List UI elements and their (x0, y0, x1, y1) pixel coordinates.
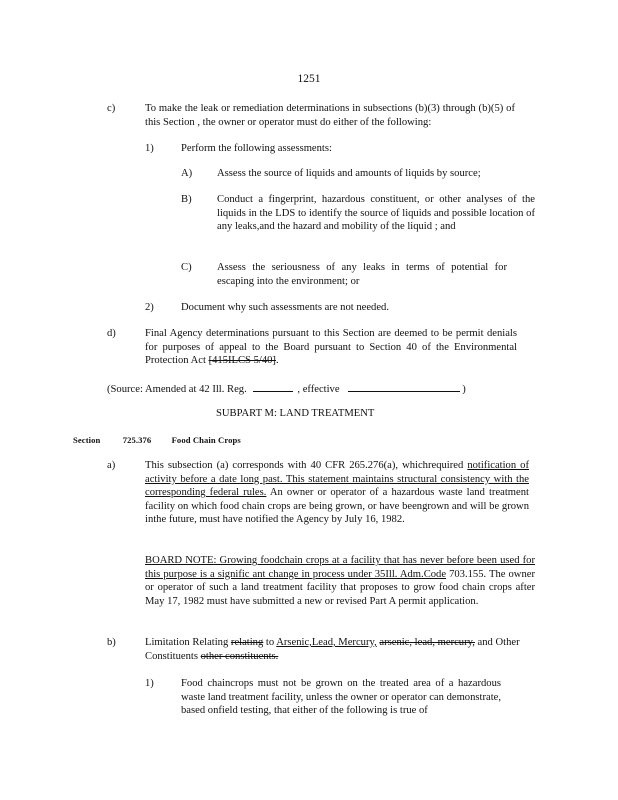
item-a-text (145, 459, 529, 527)
source-prefix: (Source: Amended at 42 Ill. Reg. (107, 384, 247, 395)
item-b-struck1: relating (230, 637, 264, 648)
item-a-body1: This subsection (a) corresponds with 40 CFR 265.276(a), whichrequired (145, 460, 468, 471)
source-reg-blank (253, 381, 293, 392)
item-c1-text: Perform the following assessments: (181, 143, 332, 154)
item-cB-marker: B) (181, 194, 192, 205)
item-a-body2: An owner or operator of a hazardous waste land treatment facility on which food chain crops are being grown, or have beengrown and will be grown inthe future, must have notified the Agency by July 16, 1982. (145, 487, 529, 526)
item-b-struck3: other constituents. (200, 650, 279, 662)
item-b-underlined: Arsenic,Lead, Mercury, (276, 637, 377, 648)
item-c-text: To make the leak or remediation determinations in subsections (b)(3) through (b)(5) of this Section , the owner or operator must do either of the following: (145, 103, 515, 128)
board-note-underlined: BOARD NOTE: Growing foodchain crops at a facility that has never before been used for this purpose is a signific ant change in process under 35Ill. Adm.Code (145, 555, 535, 580)
item-c2-text: Document why such assessments are not needed. (181, 302, 389, 313)
page-number: 1251 (297, 73, 321, 85)
item-b-t4: and Other Constituents (145, 637, 520, 662)
item-b1-marker: 1) (145, 678, 154, 689)
item-cA-marker: A) (181, 168, 193, 179)
item-d-body: Final Agency determinations pursuant to this Section are deemed to be permit denials for purposes of appeal to the Board pursuant to Section 40 of the Environmental Protection Act (145, 328, 517, 367)
section-title: Food Chain Crops (171, 435, 241, 445)
item-d-marker: d) (107, 328, 116, 339)
item-c-marker: c) (107, 103, 116, 114)
item-d-text (145, 327, 517, 368)
item-cA-text: Assess the source of liquids and amounts of liquids by source; (217, 168, 481, 179)
section-number: 725.376 (122, 435, 152, 445)
board-note (145, 554, 535, 608)
source-mid: , effective (297, 384, 340, 395)
item-a-underlined: notification of activity before a date long past. This statement maintains structural consistency with the corresponding federal rules. (145, 460, 530, 499)
item-b-struck2: arsenic, lead, mercury, (379, 637, 475, 648)
board-note-body: 703.155. The owner or operator of such a land treatment facility that proposes to grow food chain crops after May 17, 1982 must have submitted a new or revised Part A permit application. (145, 568, 535, 607)
source-effective-blank (348, 381, 460, 392)
item-cB-text: Conduct a fingerprint, hazardous constituent, or other analyses of the liquids in the LDS to identify the source of liquids and possible location of any leaks,and the hazard and mobility of the liquid ; and (217, 194, 535, 233)
item-cC-text: Assess the seriousness of any leaks in terms of potential for escaping into the environment; or (217, 262, 507, 287)
source-end: ) (462, 384, 466, 395)
source-note (107, 381, 466, 397)
item-a-marker: a) (107, 460, 116, 471)
item-c1-marker: 1) (145, 143, 154, 154)
section-heading (73, 434, 241, 448)
section-label: Section (73, 435, 101, 445)
item-d-end: . (275, 355, 279, 367)
item-b-t2: to (263, 637, 277, 648)
item-b-text (145, 636, 525, 663)
subpart-heading: SUBPART M: LAND TREATMENT (216, 408, 375, 419)
item-d-struck: [415ILCS 5/40] (208, 355, 276, 367)
item-c2-marker: 2) (145, 302, 154, 313)
item-b-marker: b) (107, 637, 116, 648)
item-b-t1: Limitation Relating (145, 637, 231, 648)
item-b1-text: Food chaincrops must not be grown on the treated area of a hazardous waste land treatment facility, unless the owner or operator can demonstrate, based onfield testing, that either of the following is true of (181, 678, 501, 717)
item-cC-marker: C) (181, 262, 192, 273)
